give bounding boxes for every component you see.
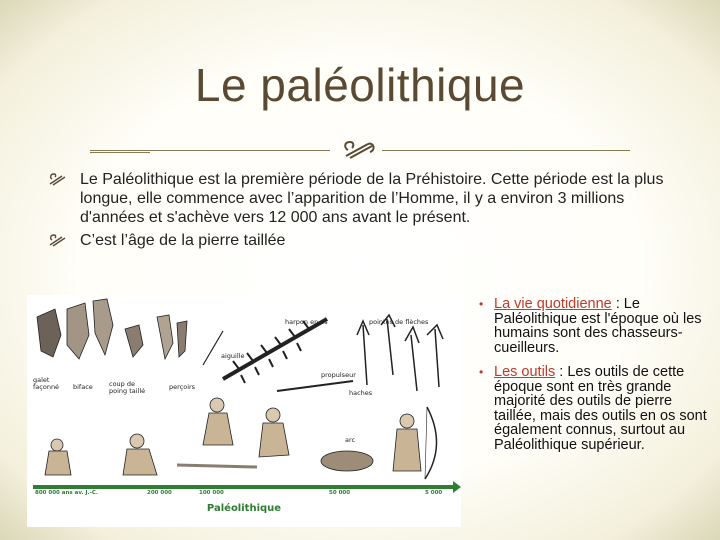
bullet-item bbox=[48, 170, 668, 227]
bullet-text: C’est l’âge de la pierre taillée bbox=[80, 232, 286, 249]
timeline-tick: 200 000 bbox=[147, 490, 172, 496]
label-aiguille: aiguille bbox=[221, 352, 245, 360]
detail-term: La vie quotidienne bbox=[494, 296, 612, 312]
detail-text: : Le Paléolithique est l'époque où les humains sont des chasseurs-cueilleurs. bbox=[494, 296, 702, 356]
detail-item bbox=[477, 365, 707, 452]
label-propulseur: propulseur bbox=[321, 371, 356, 379]
timeline-tick: 800 000 ans av. J.-C. bbox=[35, 490, 99, 496]
bullet-text: Le Paléolithique est la première période de la Préhistoire. Cette période est la plus longue, elle commence avec l’apparition de l’Homme, il y a environ 3 millions d'années et s'achève vers 12 000 ans avant le présent. bbox=[80, 171, 664, 226]
label-pointes: pointes de flèches bbox=[369, 318, 429, 326]
label-biface: biface bbox=[73, 383, 93, 391]
timeline-tick: 50 000 bbox=[329, 490, 351, 496]
title-divider-right bbox=[382, 150, 630, 151]
timeline-title: Paléolithique bbox=[206, 503, 282, 514]
main-bullet-list bbox=[48, 170, 668, 254]
title-divider-left bbox=[90, 150, 330, 151]
bullet-dot-icon: • bbox=[479, 297, 484, 311]
bullet-dot-icon: • bbox=[479, 365, 484, 379]
timeline-tick: 5 000 bbox=[425, 490, 443, 496]
detail-text: : Les outils de cette époque sont en très grande majorité des outils de pierre taillée, mais des outils en os sont également connus, surtout au Paléolithique supérieur. bbox=[494, 364, 707, 453]
label-arc: arc bbox=[345, 436, 356, 444]
label-harpon: harpon en os bbox=[285, 318, 328, 326]
label-haches: haches bbox=[349, 389, 373, 397]
detail-term: Les outils bbox=[494, 364, 556, 380]
timeline-bar bbox=[33, 485, 453, 489]
label-coup-de-poing: coup de poing taillé bbox=[109, 380, 146, 395]
timeline-arrow bbox=[453, 481, 461, 493]
slide-title: Le paléolithique bbox=[194, 59, 526, 111]
title-divider-left-accent bbox=[90, 152, 150, 153]
paleolithic-illustration bbox=[27, 295, 461, 527]
detail-item bbox=[477, 297, 707, 355]
scroll-bullet-icon bbox=[48, 172, 70, 186]
scroll-ornament-icon bbox=[340, 138, 380, 162]
scroll-bullet-icon bbox=[48, 233, 70, 247]
detail-list bbox=[477, 297, 707, 462]
timeline-tick: 100 000 bbox=[199, 490, 224, 496]
bullet-item bbox=[48, 231, 668, 250]
label-percoirs: perçoirs bbox=[169, 383, 196, 391]
label-galet: galet façonné bbox=[33, 376, 60, 391]
